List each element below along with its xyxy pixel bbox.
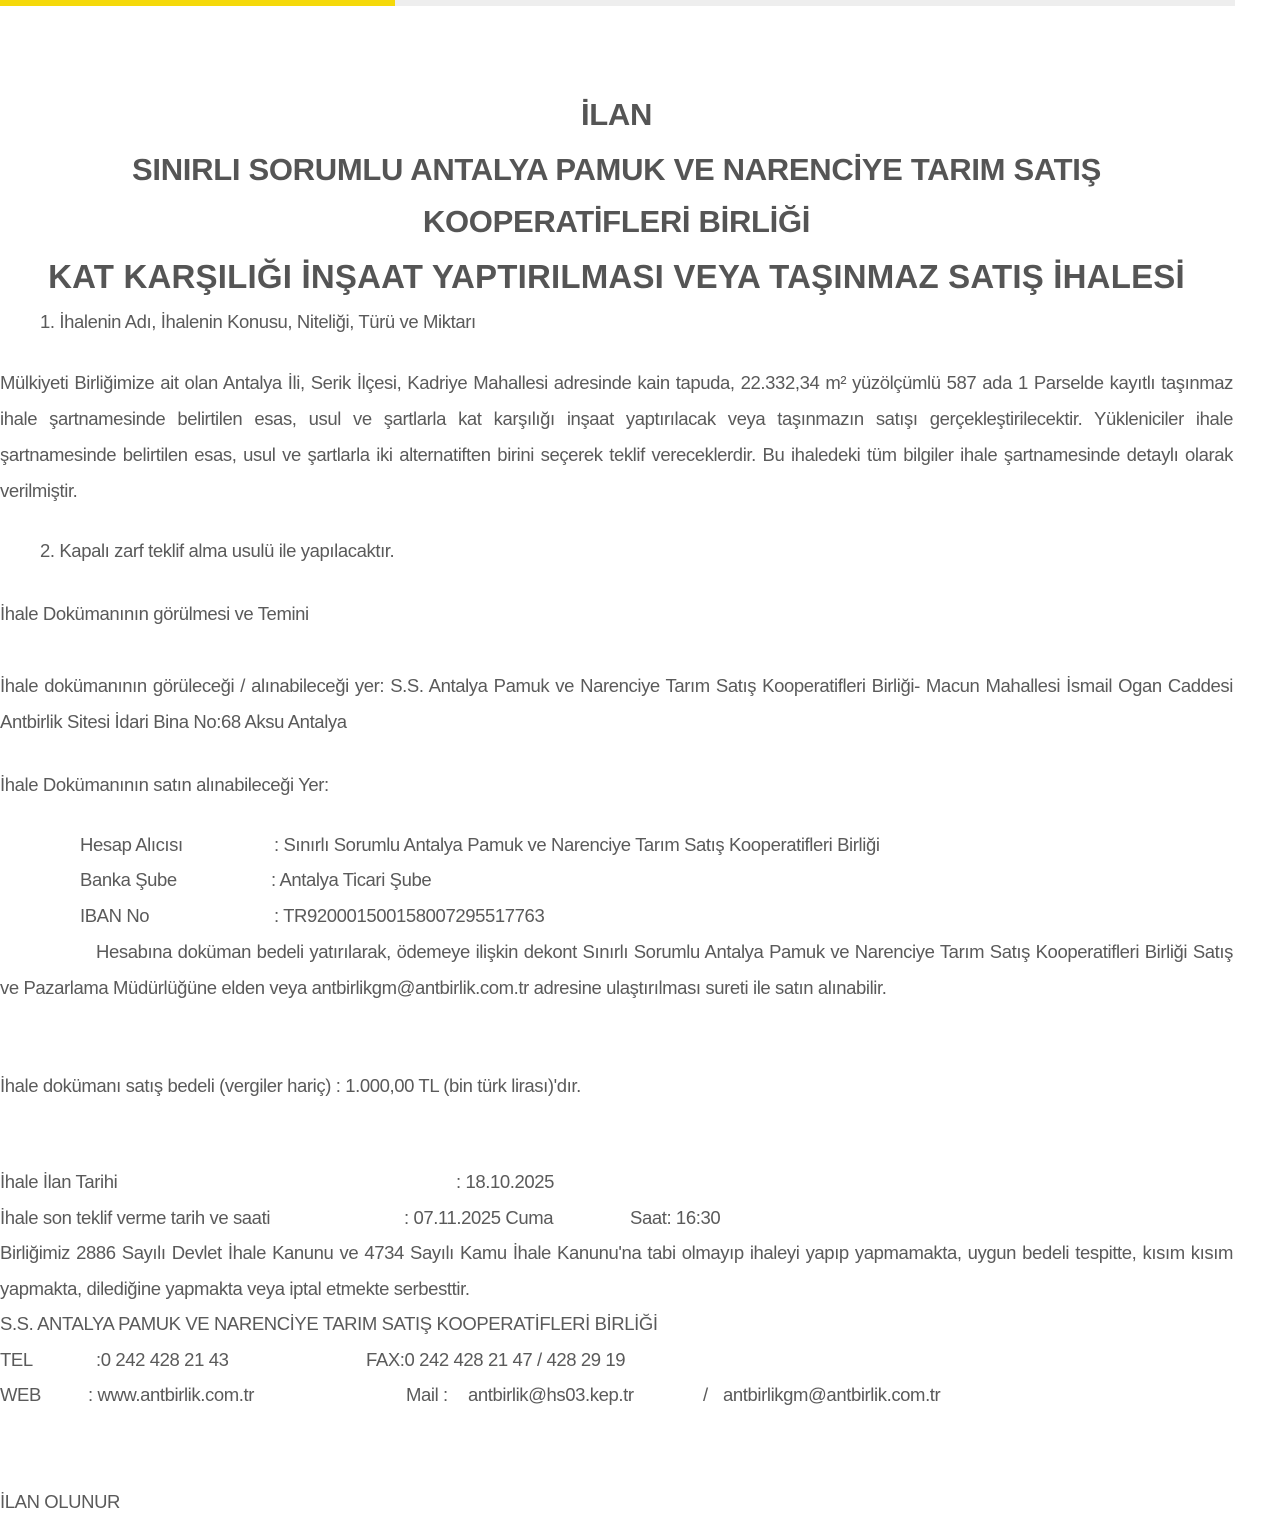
mail-link-kep[interactable]: antbirlik@hs03.kep.tr — [468, 1384, 634, 1405]
contact-org: S.S. ANTALYA PAMUK VE NARENCİYE TARIM SATIŞ KOOPERATİFLERİ BİRLİĞİ — [0, 1313, 658, 1334]
section1-heading: 1. İhalenin Adı, İhalenin Konusu, Niteliği, Türü ve Miktarı — [40, 311, 476, 332]
bank-value-recipient: : Sınırlı Sorumlu Antalya Pamuk ve Narenciye Tarım Satış Kooperatifleri Birliği — [274, 834, 880, 855]
bank-label-recipient: Hesap Alıcısı — [80, 834, 183, 855]
title-org-line2: KOOPERATİFLERİ BİRLİĞİ — [422, 204, 811, 239]
docs-purchase-heading: İhale Dokümanının satın alınabileceği Yer: — [0, 774, 329, 795]
deadline-time: Saat: 16:30 — [630, 1207, 721, 1228]
docs-location: İhale dokümanının görüleceği / alınabileceği yer: S.S. Antalya Pamuk ve Narenciye Tarım Satış Kooperatifleri Birliği- Macun Mahallesi İsmail Ogan Caddesi Antbirlik Sitesi İdari Bina No:68 Aksu Antalya — [0, 675, 1233, 732]
reading-progress-fill — [0, 0, 395, 6]
docs-heading: İhale Dokümanının görülmesi ve Temini — [0, 603, 309, 624]
document-price: İhale dokümanı satış bedeli (vergiler hariç) : 1.000,00 TL (bin türk lirası)'dır. — [0, 1075, 581, 1096]
mail-separator: / — [703, 1384, 708, 1405]
mail-label: Mail : — [406, 1384, 448, 1405]
announce-date-label: İhale İlan Tarihi — [0, 1171, 118, 1192]
bank-label-iban: IBAN No — [80, 905, 150, 926]
mail-link-gm[interactable]: antbirlikgm@antbirlik.com.tr — [723, 1384, 941, 1405]
payment-note: Hesabına doküman bedeli yatırılarak, ödemeye ilişkin dekont Sınırlı Sorumlu Antalya Pamuk ve Narenciye Tarım Satış Kooperatifleri Birliği Satış ve Pazarlama Müdürlüğüne elden veya antbirlikgm@antbirlik.com.tr adresine ulaştırılması sureti ile satın alınabilir. — [0, 941, 1233, 998]
title-org-line1: SINIRLI SORUMLU ANTALYA PAMUK VE NARENCİYE TARIM SATIŞ — [132, 152, 1101, 187]
tel-value: :0 242 428 21 43 — [96, 1349, 229, 1370]
deadline-value: : 07.11.2025 Cuma — [404, 1207, 554, 1228]
web-link[interactable]: : www.antbirlik.com.tr — [88, 1384, 254, 1405]
announce-date-value: : 18.10.2025 — [456, 1171, 555, 1192]
web-label: WEB — [0, 1384, 41, 1405]
deadline-label: İhale son teklif verme tarih ve saati — [0, 1207, 271, 1228]
section1-paragraph: Mülkiyeti Birliğimize ait olan Antalya İli, Serik İlçesi, Kadriye Mahallesi adresinde kain tapuda, 22.332,34 m² yüzölçümlü 587 ada 1 Parselde kayıtlı taşınmaz ihale şartnamesinde belirtilen esas, usul ve şartlarla kat karşılığı inşaat yaptırılacak veya taşınmazın satışı gerçekleştirilecektir. Yükleniciler ihale şartnamesinde belirtilen esas, usul ve şartlarla iki alternatiften birini seçerek teklif vereceklerdir. Bu ihaledeki tüm bilgiler ihale şartnamesinde detaylı olarak verilmiştir. — [0, 372, 1233, 501]
fax-value: FAX:0 242 428 21 47 / 428 29 19 — [366, 1349, 626, 1370]
disclaimer: Birliğimiz 2886 Sayılı Devlet İhale Kanunu ve 4734 Sayılı Kamu İhale Kanunu'na tabi olmayıp ihaleyi yapıp yapmamakta, uygun bedeli tespitte, kısım kısım yapmakta, dilediğine yapmakta veya iptal etmekte serbesttir. — [0, 1242, 1233, 1299]
section2-heading: 2. Kapalı zarf teklif alma usulü ile yapılacaktır. — [40, 540, 395, 561]
title-subject: KAT KARŞILIĞI İNŞAAT YAPTIRILMASI VEYA TAŞINMAZ SATIŞ İHALESİ — [48, 258, 1185, 295]
reading-progress-bar — [0, 0, 1235, 6]
bank-label-branch: Banka Şube — [80, 869, 177, 890]
closing-text: İLAN OLUNUR — [0, 1491, 120, 1512]
tel-label: TEL — [0, 1349, 33, 1370]
bank-value-iban: : TR920001500158007295517763 — [274, 905, 545, 926]
bank-value-branch: : Antalya Ticari Şube — [271, 869, 432, 890]
title-ilan: İLAN — [580, 97, 653, 132]
